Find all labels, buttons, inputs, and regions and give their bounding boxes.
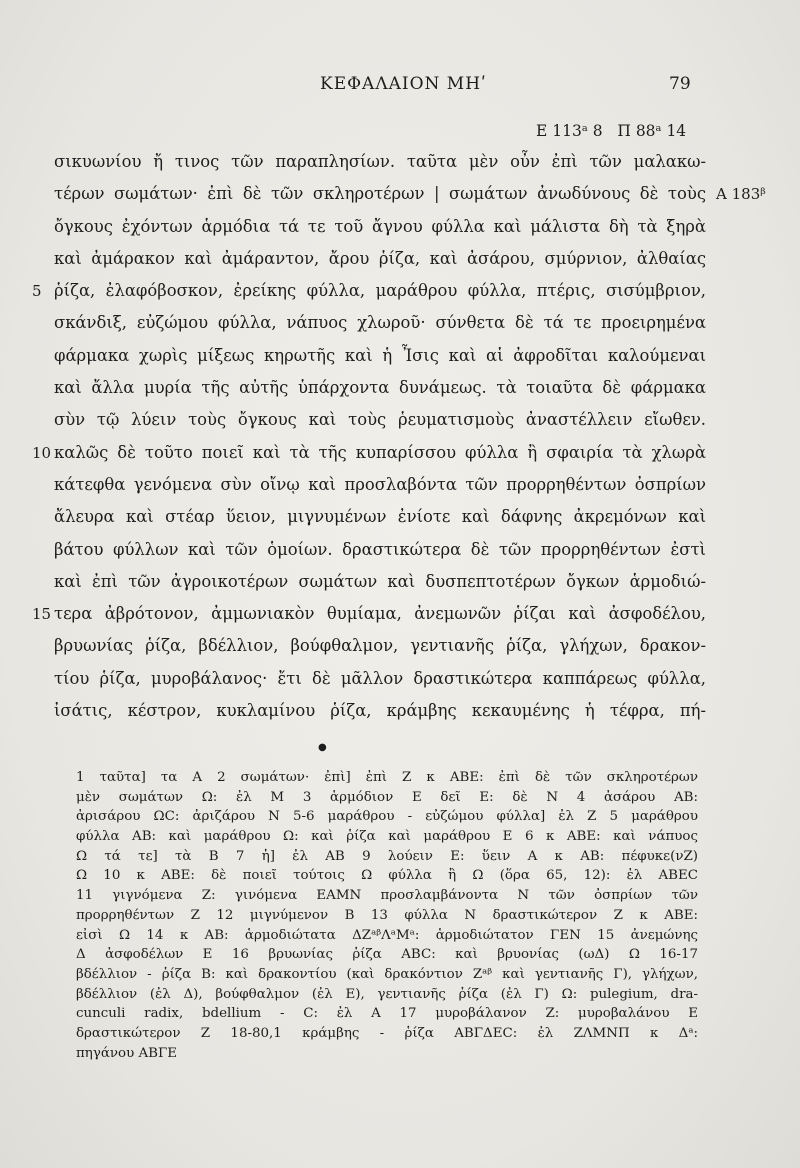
apparatus-line: πηγάνου ABΓE	[76, 1045, 178, 1061]
apparatus-line: δραστικώτερον Z 18-80,1 κράμβης - ῥίζα ΑΒΓΔΕC: ἐλ ZΛMNΠ κ Δᵃ:	[76, 1025, 698, 1041]
apparatus-line: 1 ταῦτα] τα A 2 σωμάτων· ἐπὶ] ἐπὶ Z κ ABE: ἐπὶ δὲ τῶν σκληροτέρων	[76, 770, 698, 785]
line-text: καὶ ἀμάρακον καὶ ἀμάραντον, ἄρου ῥίζα, καὶ ἀσάρου, σμύρνιον, ἀλθαίας	[54, 248, 706, 268]
line-text: ὄγκους ἐχόντων ἁρμόδια τά τε τοῦ ἄγνου φύλλα καὶ μάλιστα δὴ τὰ ξηρὰ	[54, 216, 706, 236]
line-text: καλῶς δὲ τοῦτο ποιεῖ καὶ τὰ τῆς κυπαρίσσου φύλλα ἢ σφαιρία τὰ χλωρὰ	[54, 442, 706, 462]
apparatus-line: φύλλα AB: καὶ μαράθρου Ω: καὶ ῥίζα καὶ μαράθρου E 6 κ ABE: καὶ νάπυος	[76, 829, 698, 845]
apparatus-line: cunculi radix, bdellium - C: ἐλ A 17 μυροβάλανον Z: μυροβαλάνου E	[76, 1006, 698, 1022]
text-line	[54, 634, 706, 666]
page-number: 79	[669, 74, 691, 94]
line-text: τέρων σωμάτων· ἐπὶ δὲ τῶν σκληροτέρων | σωμάτων ἀνωδύνους δὲ τοὺς	[54, 184, 706, 204]
manuscript-sigla: E 113ᵃ 8 Π 88ᵃ 14	[536, 122, 687, 140]
text-line	[54, 376, 706, 408]
main-text	[32, 150, 766, 731]
text-line	[32, 441, 706, 473]
apparatus-line: Ω 10 κ ABE: δὲ ποιεῖ τούτοις Ω φύλλα ἢ Ω (ὅρα 65, 12): ἐλ ABEC	[76, 868, 698, 884]
line-text: ἄλευρα καὶ στέαρ ὕειον, μιγνυμένων ἐνίοτε καὶ δάφνης ἀκρεμόνων καὶ	[54, 507, 706, 527]
text-line	[54, 408, 706, 440]
line-text: φάρμακα χωρὶς μίξεως κηρωτῆς καὶ ἡ Ἶσις καὶ αἱ ἀφροδῖται καλούμεναι	[54, 345, 706, 365]
apparatus-line: προρρηθέντων Z 12 μιγνύμενον B 13 φύλλα N δραστικώτερον Z κ ABE:	[76, 907, 698, 923]
text-line	[54, 538, 706, 570]
line-number: 5	[32, 282, 42, 301]
text-line	[54, 344, 706, 376]
line-number: 10	[32, 443, 52, 462]
text-line	[54, 247, 706, 279]
apparatus-line: μὲν σωμάτων Ω: ἐλ M 3 ἁρμόδιον E δεῖ E: δὲ N 4 ἀσάρου AB:	[76, 789, 698, 805]
text-line	[54, 150, 706, 182]
line-text: καὶ ἐπὶ τῶν ἀγροικοτέρων σωμάτων καὶ δυσπεπτοτέρων ὄγκων ἁρμοδιώ-	[54, 571, 706, 591]
line-text: ῥίζα, ἐλαφόβοσκον, ἐρείκης φύλλα, μαράθρου φύλλα, πτέρις, σισύμβριον,	[54, 281, 706, 301]
apparatus-line: βδέλλιον - ῥίζα B: καὶ δρακοντίου (καὶ δρακόντιον Zᵃᵝ καὶ γεντιανῆς Γ), γλήχων,	[76, 966, 698, 982]
line-text: σικυωνίου ἤ τινος τῶν παραπλησίων. ταῦτα μὲν οὖν ἐπὶ τῶν μαλακω-	[54, 152, 706, 171]
line-text: βρυωνίας ῥίζα, βδέλλιον, βούφθαλμον, γεντιανῆς ῥίζα, γλήχων, δρακον-	[54, 636, 706, 656]
apparatus-line: 11 γιγνόμενα Z: γινόμενα EAMN προσλαμβάνοντα N τῶν ὀσπρίων τῶν	[76, 888, 698, 904]
apparatus-line: βδέλλιον (ἐλ Δ), βούφθαλμον (ἐλ E), γεντιανῆς ῥίζα (ἐλ Γ) Ω: pulegium, dra-	[76, 986, 698, 1002]
text-line	[54, 699, 706, 731]
text-line	[32, 602, 706, 634]
text-line	[54, 473, 706, 505]
line-text: τίου ῥίζα, μυροβάλανος· ἔτι δὲ μᾶλλον δραστικώτερα καππάρεως φύλλα,	[54, 668, 706, 688]
line-text: καὶ ἄλλα μυρία τῆς αὐτῆς ὑπάρχοντα δυνάμεως. τὰ τοιαῦτα δὲ φάρμακα	[54, 378, 706, 398]
line-text: βάτου φύλλων καὶ τῶν ὁμοίων. δραστικώτερα δὲ τῶν προρρηθέντων ἐστὶ	[54, 539, 706, 559]
text-line	[54, 215, 706, 247]
text-line	[54, 667, 706, 699]
text-line	[54, 505, 706, 537]
margin-note: A 183ᵝ	[716, 185, 766, 204]
text-line	[54, 182, 766, 214]
page-header	[0, 74, 800, 98]
text-line	[54, 311, 706, 343]
apparatus-line: Δ ἀσφοδέλων E 16 βρυωνίας ῥίζα ABC: καὶ βρυονίας (ωΔ) Ω 16-17	[76, 947, 698, 963]
line-text: σκάνδιξ, εὐζώμου φύλλα, νάπυος χλωροῦ· σύνθετα δὲ τά τε προειρημένα	[54, 313, 706, 333]
apparatus-line: Ω τά τε] τὰ B 7 ἡ] ἐλ AB 9 λούειν E: ὕειν A κ AB: πέφυκε(νZ)	[76, 848, 698, 864]
line-text: κάτεφθα γενόμενα σὺν οἴνῳ καὶ προσλαβόντα τῶν προρρηθέντων ὀσπρίων	[54, 474, 706, 494]
apparatus-line: εἰσὶ Ω 14 κ AB: ἁρμοδιώτατα ΔZᵃᵝΛᵃMᵃ: ἁρμοδιώτατον ΓEN 15 ἀνεμώνης	[76, 927, 698, 943]
running-title: ΚΕΦΑΛΑΙΟΝ ΜΗʹ	[320, 74, 487, 94]
line-text: ἰσάτις, κέστρον, κυκλαμίνου ῥίζα, κράμβης κεκαυμένης ἡ τέφρα, πή-	[54, 701, 706, 721]
line-text: τερα ἀβρότονον, ἀμμωνιακὸν θυμίαμα, ἀνεμωνῶν ῥίζαι καὶ ἀσφοδέλου,	[54, 604, 706, 624]
text-line	[54, 570, 706, 602]
line-number: 15	[32, 605, 52, 624]
line-text: σὺν τῷ λύειν τοὺς ὄγκους καὶ τοὺς ῥευματισμοὺς ἀναστέλλειν εἴωθεν.	[54, 410, 706, 430]
text-line	[32, 279, 706, 311]
apparatus-line: ἀρισάρου ΩC: ἀριζάρου N 5-6 μαράθρου - εὐζώμου φύλλα] ἐλ Z 5 μαράθρου	[76, 809, 698, 825]
critical-apparatus	[76, 768, 698, 1063]
section-divider-mark: ●	[318, 742, 327, 753]
